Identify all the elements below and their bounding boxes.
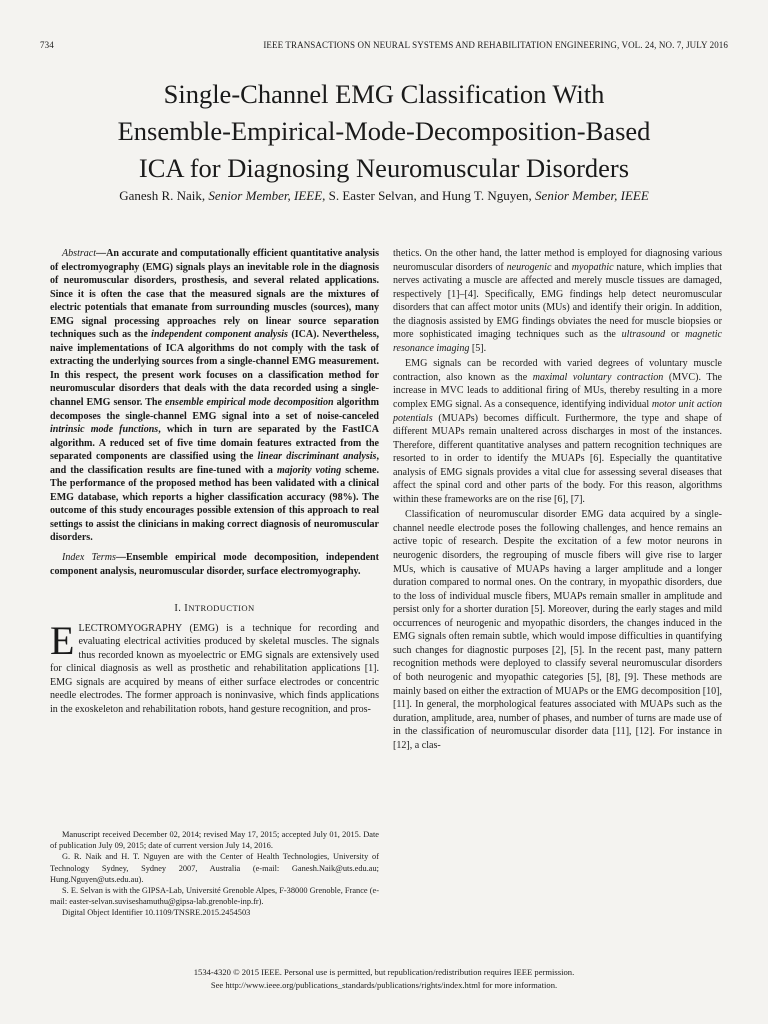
- author-list: [40, 188, 728, 204]
- abstract: Abstract—An accurate and computationally efficient quantitative analysis of electromyography (EMG) signals plays an inevitable role in the diagnosis of neuromuscular disorders, prosthesis, and several related applications. Since it is often the case that the measured signals are the mixtures of electric potentials that emanate from surrounding muscles (sources), many EMG signal processing approaches rely on linear source separation techniques such as the independent component analysis (ICA). Nevertheless, naive implementations of ICA algorithms do not comply with the task of extracting the underlying sources from a single-channel EMG measurement. In this respect, the present work focuses on a classification method for neuromuscular disorders that deals with the data recorded using a single-channel EMG sensor. The ensemble empirical mode decomposition algorithm decomposes the single-channel EMG signal into a set of noise-canceled intrinsic mode functions, which in turn are separated by the FastICA algorithm. A reduced set of five time domain features extracted from the separated components are classified using the linear discriminant analysis, and the classification results are fine-tuned with a majority voting scheme. The performance of the proposed method has been validated with a clinical EMG database, which reports a higher classification accuracy (98%). The outcome of this study encourages possible extension of this approach to real settings to assist the clinicians in making correct diagnosis of neuromuscular disorders.: [50, 248, 380, 544]
- section-heading: I. INTRODUCTION: [174, 603, 255, 615]
- page-number: 734: [40, 40, 54, 50]
- copyright-footer: [40, 966, 728, 992]
- author-naik: Ganesh R. Naik,: [119, 188, 206, 203]
- paper-title: [40, 76, 728, 187]
- copyright-line: 1534-4320 © 2015 IEEE. Personal use is permitted, but republication/redistribution requires IEEE permission.: [193, 967, 575, 977]
- left-column: [50, 247, 379, 717]
- intro-paragraph: ELECTROMYOGRAPHY (EMG) is a technique for recording and evaluating electrical activities produced by skeletal muscles. The signals thus recorded known as myoelectric or EMG signals are extensively used for clinical diagnosis as well as prosthetic and rehabilitation applications [1]. EMG signals are acquired by means of either surface electrodes or concentric needle electrodes. The former approach is noninvasive, which finds applications in the exoskeleton and rehabilitation robots, hand gesture recognition, and pros-: [50, 617, 379, 715]
- author-role: Senior Member, IEEE: [208, 188, 323, 203]
- title-line: Ensemble-Empirical-Mode-Decomposition-Based: [117, 116, 651, 146]
- footnote: Manuscript received December 02, 2014; revised May 17, 2015; accepted July 01, 2015. Date of publication July 09, 2015; date of current version July 14, 2016.: [50, 830, 379, 851]
- title-line: ICA for Diagnosing Neuromuscular Disorders: [138, 153, 630, 183]
- footnote: Digital Object Identifier 10.1109/TNSRE.2015.2454503: [62, 908, 251, 918]
- running-header: [40, 40, 728, 54]
- footnote: S. E. Selvan is with the GIPSA-Lab, Université Grenoble Alpes, F-38000 Grenoble, France (e-mail: easter-selvan.suviseshamuthu@gipsa-lab.grenoble-inp.fr).: [50, 886, 379, 907]
- title-line: Single-Channel EMG Classification With: [163, 79, 605, 109]
- index-terms-label: Index Terms: [62, 552, 116, 564]
- author-role: Senior Member, IEEE: [535, 188, 649, 203]
- author-selvan-nguyen: , S. Easter Selvan, and Hung T. Nguyen,: [322, 188, 532, 203]
- footnote: G. R. Naik and H. T. Nguyen are with the Center of Health Technologies, University of Technology Sydney, Sydney 2007, Australia (e-mail: Ganesh.Naik@uts.edu.au; Hung.Nguyen@uts.edu.au).: [50, 852, 379, 884]
- permissions-link: See http://www.ieee.org/publications_standards/publications/rights/index.html for more information.: [210, 980, 558, 990]
- body-paragraph: thetics. On the other hand, the latter method is employed for diagnosing various neuromuscular disorders of neurogenic and myopathic nature, which implies that nerves activating a muscle are affected and merely muscle tissues are damaged, respectively [1]–[4]. Specifically, EMG findings help detect neuromuscular disorders that can affect motor units (MUs) and identify their origin. In addition, the diagnosis assisted by EMG findings obviates the need for muscle biopsies or more sophisticated imaging techniques such as the ultrasound or magnetic resonance imaging [5].: [393, 248, 722, 354]
- right-column: [393, 247, 722, 754]
- abstract-label: Abstract: [62, 248, 97, 259]
- journal-name: IEEE TRANSACTIONS ON NEURAL SYSTEMS AND REHABILITATION ENGINEERING, VOL. 24, NO. 7, JULY 2016: [263, 40, 728, 50]
- body-paragraph: Classification of neuromuscular disorder EMG data acquired by a single-channel needle electrode poses the following challenges, and hence remains an active topic of research. Despite the excitation of a few motor neurons in neurogenic disorders, the regrouping of muscle fibers will give rise to larger MUs, which is causative of MUAPs having a larger amplitude and a longer duration compared to normal ones. On the contrary, in myopathic disorders, due to the loss of individual muscle fibers, MUAPs remain smaller in amplitude and persist only for a shorter duration [5]. Moreover, during the early stages and mild occurrences of neurogenic and myopathic disorders, the changes induced in the EMG signals often remain subtle, which would impose difficulties in quantifying such changes for diagnostic purposes [2], [5]. In the recent past, many pattern recognition methods were deployed to classify several neuromuscular disorders of both neurogenic and myopathic categories [5], [8], [9]. These methods are mainly based on either the extraction of MUAPs or the EMG decomposition [10], [11]. In general, the morphological features associated with MUAPs such as the duration, amplitude, area, number of phases, and number of turns are made use of in the classification of neuromuscular disorder data [11], [12]. For instance in [12], a clas-: [393, 509, 722, 751]
- index-terms: Index Terms—Ensemble empirical mode decomposition, independent component analysis, neuromuscular disorder, surface electromyography.: [50, 552, 379, 577]
- footnotes: [50, 829, 379, 919]
- drop-cap: E: [50, 617, 75, 663]
- body-paragraph: EMG signals can be recorded with varied degrees of voluntary muscle contraction, also known as the maximal voluntary contraction (MVC). The increase in MVC leads to additional firing of MUs, thereby resulting in a more complex EMG signal. As a consequence, identifying individual motor unit action potentials (MUAPs) becomes difficult. Furthermore, the type and shape of different MUAPs remain unaltered across discharges in most of the instances. Therefore, different quantitative analyses and pattern recognition techniques are resorted to in order to identify the MUAPs [6]. Especially the quantitative analysis of EMG signals provides a vital clue for assessing several diseases that affect the spinal cord and other parts of the body. For this reason, algorithms within these frameworks are on the rise [6], [7].: [393, 358, 722, 505]
